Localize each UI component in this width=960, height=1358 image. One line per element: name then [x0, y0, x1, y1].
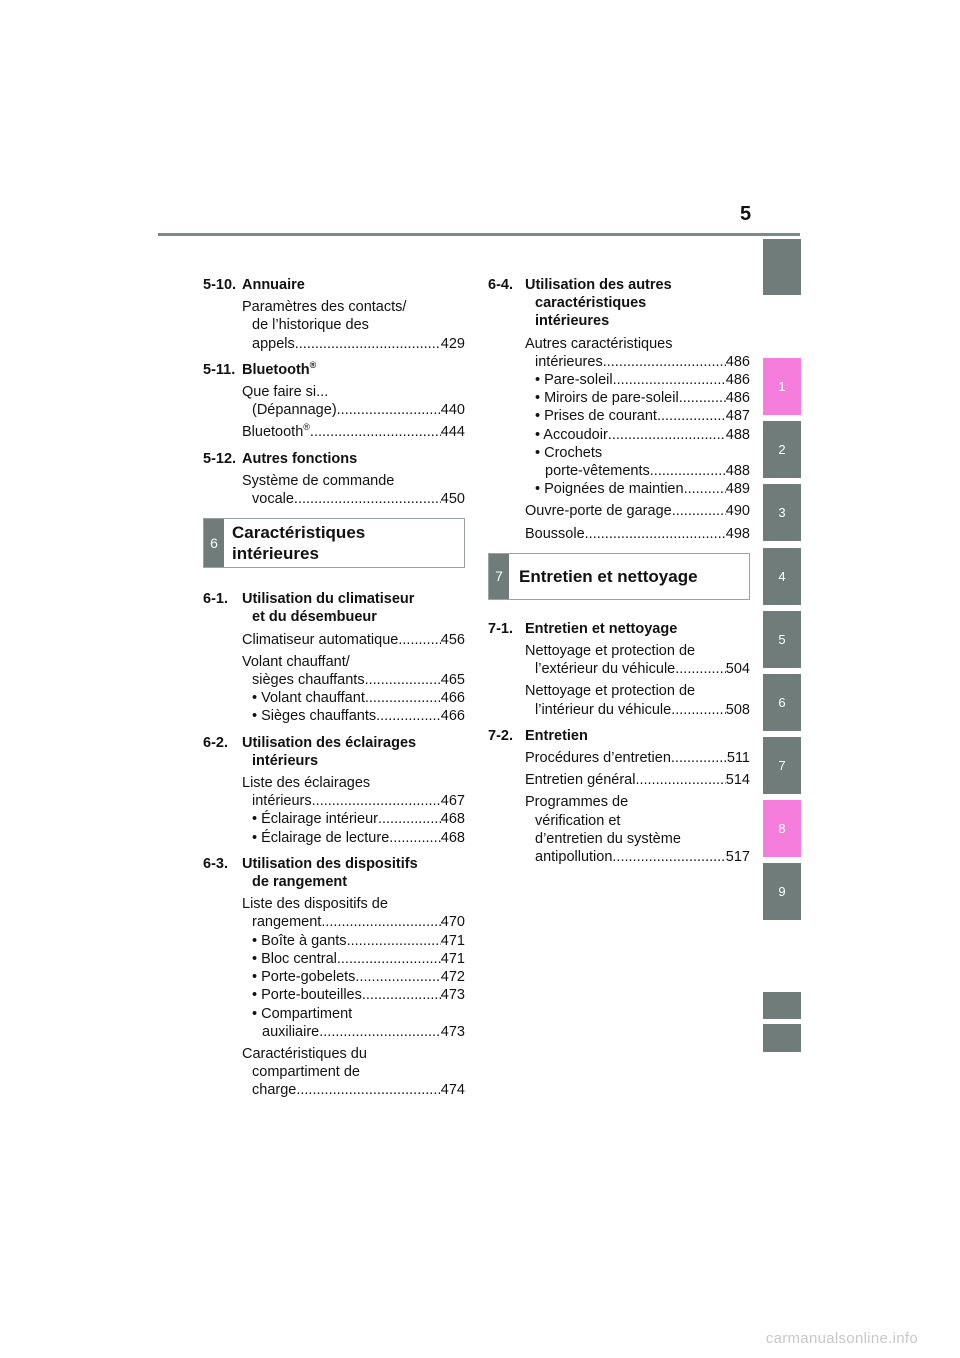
toc-left-column — [203, 276, 465, 1100]
page-ref: 466 — [440, 690, 465, 707]
page-ref: 465 — [440, 672, 465, 689]
chapter-7-marker: 7 — [489, 554, 509, 599]
page-ref: 486 — [725, 372, 750, 389]
page-ref: 466 — [440, 708, 465, 725]
registered-mark: ® — [309, 359, 317, 370]
page-ref: 489 — [725, 481, 750, 498]
toc-entry[interactable]: Programmes de vérification et d’entretien du système antipollution ..... 517 — [525, 793, 750, 866]
toc-entry[interactable]: Nettoyage et protection de l’extérieur du véhicule ..... 504 — [525, 642, 750, 678]
chapter-tab-7[interactable]: 7 — [763, 737, 801, 794]
chapter-tab-4[interactable]: 4 — [763, 548, 801, 605]
toc-entry[interactable]: Liste des dispositifs de rangement ..... 470 • Boîte à gants ..... 471 • Bloc central ..... 471 • Porte-gobelets ..... 472 • Porte-bouteilles ..... 473 • Compartiment auxiliaire ..... 473 — [242, 895, 465, 1041]
toc-entry[interactable]: Liste des éclairages intérieurs ..... 467 • Éclairage intérieur ..... 468 • Éclairage de lecture ..... 468 — [242, 774, 465, 847]
chapter-tab-6[interactable]: 6 — [763, 674, 801, 731]
page-ref: 467 — [440, 793, 465, 810]
page-ref: 468 — [440, 829, 465, 846]
chapter-tab-1[interactable]: 1 — [763, 358, 801, 415]
page-number: 5 — [740, 203, 752, 225]
page-ref: 450 — [440, 491, 465, 508]
page-ref: 456 — [440, 631, 465, 648]
page-ref: 517 — [725, 849, 750, 866]
page-ref: 487 — [725, 408, 750, 425]
page-ref: 488 — [725, 463, 750, 480]
chapter-6-box[interactable] — [203, 518, 465, 568]
toc-entry[interactable]: Nettoyage et protection de l’intérieur du véhicule ..... 508 — [525, 682, 750, 718]
chapter-tab-blank-bottom-1[interactable] — [763, 992, 801, 1019]
watermark: carmanualsonline.info — [765, 1330, 918, 1347]
page-ref: 486 — [725, 390, 750, 407]
toc-section-5-10[interactable]: 5-10. Annuaire — [203, 277, 305, 293]
page-ref: 429 — [440, 335, 465, 352]
toc-entry[interactable]: Boussole ..... 498 — [525, 525, 750, 543]
page-ref: 488 — [725, 426, 750, 443]
toc-section-5-11[interactable]: 5-11. Bluetooth® — [203, 359, 317, 378]
toc-entry[interactable]: Autres caractéristiques intérieures ..... 486 • Pare-soleil ..... 486 • Miroirs de pare-soleil ..... 486 • Prises de courant ..... 487 • Accoudoir ..... 488 • Crochets porte-vêtements ..... 488 • Poignées de maintien ..... 489 — [525, 335, 750, 499]
toc-right-column — [488, 276, 750, 866]
toc-entry[interactable]: Volant chauffant/ sièges chauffants ..... 465 • Volant chauffant ..... 466 • Sièges chauffants ..... 466 — [242, 653, 465, 726]
page-ref: 498 — [725, 525, 750, 542]
toc-entry[interactable]: Ouvre-porte de garage ..... 490 — [525, 502, 750, 520]
chapter-tab-9[interactable]: 9 — [763, 863, 801, 920]
toc-entry[interactable]: Bluetooth® ..... 444 — [242, 423, 465, 441]
toc-section-6-3[interactable]: 6-3. Utilisation des dispositifs de rangement — [203, 855, 418, 891]
chapter-6-title: Caractéristiques intérieures — [232, 523, 366, 564]
page-ref: 486 — [725, 353, 750, 370]
toc-entry[interactable]: Climatiseur automatique ..... 456 — [242, 631, 465, 649]
toc-entry[interactable]: Procédures d’entretien ..... 511 — [525, 749, 750, 767]
toc-section-7-1[interactable]: 7-1. Entretien et nettoyage — [488, 620, 678, 637]
page-ref: 444 — [440, 424, 465, 441]
toc-section-6-1[interactable]: 6-1. Utilisation du climatiseur et du désembueur — [203, 591, 415, 626]
chapter-6-marker: 6 — [204, 519, 224, 567]
toc-entry[interactable]: Paramètres des contacts/ de l’historique des appels ..... 429 — [242, 298, 465, 353]
chapter-7-title: Entretien et nettoyage — [519, 566, 698, 586]
page-ref: 472 — [440, 969, 465, 986]
chapter-tab-blank-bottom-2[interactable] — [763, 1024, 801, 1052]
chapter-tab-5[interactable]: 5 — [763, 611, 801, 668]
page-ref: 504 — [725, 661, 750, 678]
toc-section-6-4[interactable]: 6-4. Utilisation des autres caractéristiques intérieures — [488, 277, 672, 330]
chapter-tab-3[interactable]: 3 — [763, 484, 801, 541]
page-ref: 490 — [725, 503, 750, 520]
chapter-tab-2[interactable]: 2 — [763, 421, 801, 478]
page-ref: 473 — [440, 1023, 465, 1040]
toc-entry[interactable]: Caractéristiques du compartiment de charge ..... 474 — [242, 1045, 465, 1100]
page-ref: 514 — [725, 772, 750, 789]
page-ref: 511 — [726, 750, 750, 767]
toc-entry[interactable]: Que faire si... (Dépannage) ..... 440 — [242, 383, 465, 419]
header-rule — [158, 233, 800, 236]
page-ref: 468 — [440, 811, 465, 828]
chapter-tab-8[interactable]: 8 — [763, 800, 801, 857]
page-ref: 440 — [440, 402, 465, 419]
page-ref: 470 — [440, 914, 465, 931]
toc-section-6-2[interactable]: 6-2. Utilisation des éclairages intérieurs — [203, 734, 417, 769]
toc-section-7-2[interactable]: 7-2. Entretien — [488, 727, 588, 744]
toc-entry[interactable]: Système de commande vocale ..... 450 — [242, 472, 465, 508]
toc-section-5-12[interactable]: 5-12. Autres fonctions — [203, 450, 358, 467]
page-ref: 473 — [440, 987, 465, 1004]
registered-mark: ® — [303, 422, 310, 433]
page-ref: 471 — [440, 950, 465, 967]
chapter-tab-blank-top[interactable] — [763, 239, 801, 295]
page-ref: 508 — [725, 701, 750, 718]
toc-entry[interactable]: Entretien général ..... 514 — [525, 771, 750, 789]
page-ref: 474 — [440, 1082, 465, 1099]
page-ref: 471 — [440, 932, 465, 949]
chapter-7-box[interactable] — [488, 553, 750, 600]
